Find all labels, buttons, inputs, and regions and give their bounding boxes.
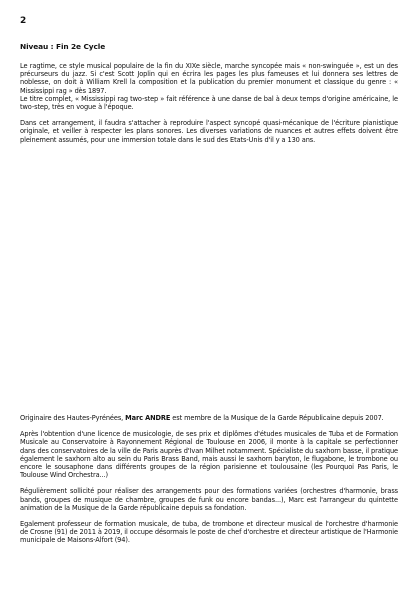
arranger-name: Marc ANDRE [125,414,171,422]
intro-paragraph-3: Dans cet arrangement, il faudra s'attacher à reproduire l'aspect syncopé quasi-mécanique de l'écriture pianistique originale, et veiller à respecter les plans sonores. Les diverses variations de nuances et autres effets doivent être pleinement assumés, pour une immersion totale dans le sud des Etats-Unis d'il y a 130 ans. [20,119,398,144]
bio-intro-text: Originaire des Hautes-Pyrénées, [20,414,126,422]
bio-paragraph-2: Après l'obtention d'une licence de musicologie, de ses prix et diplômes d'études musicales de Tuba et de Formation Musicale au Conservatoire à Rayonnement Régional de Toulouse en 2006, il monte à la capitale se perfectionner dans des conservatoires de la ville de Paris auprès d'Ivan Milhet notamment. Spécialiste du saxhorn basse, il pratique également le saxhorn alto au sein du Paris Brass Band, mais aussi le saxhorn baryton, le flugabone, le trombone ou encore le sousaphone dans différents groupes de la région parisienne et toulousaine (les Pourquoi Pas Paris, le Toulouse Wind Orchestra...) [20,430,398,480]
intro-paragraph-2: Le titre complet, « Mississippi rag two-step » fait référence à une danse de bal à deux temps d'origine américaine, le two-step, très en vogue à l'époque. [20,94,398,112]
bio-paragraph-4: Egalement professeur de formation musicale, de tuba, de trombone et directeur musical de l'orchestre d'harmonie de Crosne (91) de 2011 à 2019, il occupe désormais le poste de chef d'orchestre et directeur artistique de l'Harmonie municipale de Maisons-Alfort (94). [20,520,398,545]
level-heading: Niveau : Fin 2e Cycle [20,42,106,51]
intro-paragraph-1: Le ragtime, ce style musical populaire de la fin du XIXe siècle, marche syncopée mais « non-swinguée », est un des précurseurs du jazz. Si c'est Scott Joplin qui en écrira les pages les plus fameuses et lui donnera ses lettres de noblesse, on doit à William Krell la composition et la publication du premier monument et classique du genre : « Mississippi rag » dès 1897. [20,62,398,95]
bio-paragraph-1 [20,414,398,422]
biography-section [20,414,398,545]
bio-paragraph-3: Régulièrement sollicité pour réaliser des arrangements pour des formations variées (orchestres d'harmonie, brass bands, groupes de musique de chambre, groupes de funk ou encore bandas...), Marc est l'arrangeur du quintette animation de la Musique de la Garde républicaine depuis sa fondation. [20,487,398,512]
page-number: 2 [20,16,27,26]
intro-section [20,62,398,144]
bio-intro-rest: est membre de la Musique de la Garde Républicaine depuis 2007. [170,414,384,422]
